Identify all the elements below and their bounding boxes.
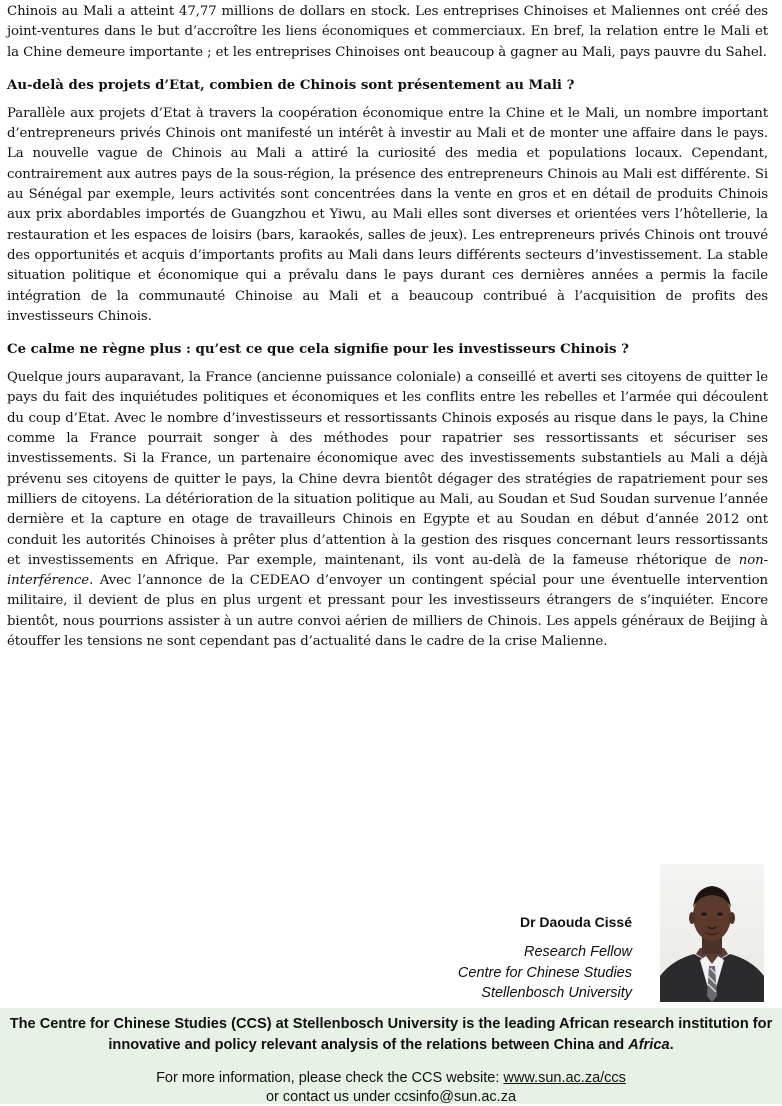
article-body xyxy=(7,2,768,665)
author-name: Dr Daouda Cissé xyxy=(519,914,632,930)
emphasis-non-interference: non-interférence xyxy=(7,552,768,589)
author-centre: Centre for Chinese Studies xyxy=(457,964,632,981)
ccs-website-link[interactable]: www.sun.ac.za/ccs xyxy=(503,1070,626,1086)
ccs-contact-line: or contact us under ccsinfo@sun.ac.za xyxy=(265,1089,517,1105)
ccs-statement xyxy=(0,1014,782,1056)
author-signature xyxy=(372,914,632,1004)
section-heading-calm-no-longer: Ce calme ne règne plus : qu’est ce que cela signifie pour les investisseurs Chinois ? xyxy=(7,342,629,358)
author-title: Research Fellow xyxy=(524,944,632,960)
ccs-statement-emphasis: Africa xyxy=(628,1037,670,1053)
author-university: Stellenbosch University xyxy=(481,985,632,1001)
portrait-illustration xyxy=(660,864,764,1002)
ccs-statement-end: . xyxy=(669,1037,674,1053)
ccs-footer xyxy=(0,1008,782,1104)
paragraph-text-part-2: . Avec l’annonce de la CEDEAO d’envoyer un contingent spécial pour une éventuelle intervention militaire, il devient de plus en plus urgent et pressant pour les investisseurs étrangers de s’inquiéter. Encore bientôt, nous pourrions assister à un autre convoi aérien de milliers de Chinois. Les appels généraux de Beijing à étouffer les tensions ne sont cependant pas d’actualité dans le cadre de la crise Malienne. xyxy=(7,573,768,650)
paragraph-text-part-1: Quelque jours auparavant, la France (ancienne puissance coloniale) a conseillé et averti ses citoyens de quitter le pays du fait des inquiétudes politiques et économiques et les conflits entre les rebelles et l’armée qui découlent du coup d’Etat. Avec le nombre d’investisseurs et ressortissants Chinois exposés au risque dans le pays, la Chine comme la France pourrait songer à des méthodes pour rapatrier ses ressortissants et sécuriser ses investissements. Si la France, un partenaire économique avec des investissements substantiels au Mali a déjà prévenu ses citoyens de quitter le pays, la Chine devra bientôt dégager des stratégies de rapatriement pour ses milliers de citoyens. La détérioration de la situation politique au Mali, au Soudan et Sud Soudan survenue l’année dernière et la capture en otage de travailleurs Chinois en Egypte et au Soudan en début d’année 2012 ont conduit les autorités Chinoises à prêter plus d’attention à la gestion des risques concernant leurs ressortissants et investissements en Afrique. Par exemple, maintenant, ils vont au-delà de la fameuse rhétorique de xyxy=(7,370,768,568)
section-heading-chinese-presence: Au-delà des projets d’Etat, combien de Chinois sont présentement au Mali ? xyxy=(7,77,575,93)
section-paragraph-calm-no-longer xyxy=(7,368,768,652)
section-paragraph-chinese-presence: Parallèle aux projets d’Etat à travers la coopération économique entre la Chine et le Mali, un nombre important d’entrepreneurs privés Chinois ont manifesté un intérêt à investir au Mali et de monter une affaire dans le pays. La nouvelle vague de Chinois au Mali a attiré la curiosité des media et populations locaux. Cependant, contrairement aux autres pays de la sous-région, la présence des entrepreneurs Chinois au Mali est différente. Si au Sénégal par exemple, leurs activités sont concentrées dans la vente en gros et en détail de produits Chinois aux prix abordables importés de Guangzhou et Yiwu, au Mali elles sont diverses et orientées vers l’hôtellerie, la restauration et les espaces de loisirs (bars, karaokés, salles de jeux). Les entrepreneurs privés Chinois ont trouvé des opportunités et acquis d’importants profits au Mali dans leurs différents secteurs d’investissement. La stable situation politique et économique qui a prévalu dans le pays durant ces dernières années a permis la facile intégration de la communauté Chinoise au Mali et a beaucoup contribué à l’acquisition de profits des investisseurs Chinois. xyxy=(7,105,768,324)
ccs-info-prefix: For more information, please check the CCS website: xyxy=(156,1070,504,1086)
intro-paragraph: Chinois au Mali a atteint 47,77 millions de dollars en stock. Les entreprises Chinoises et Maliennes ont créé des joint-ventures dans le but d’accroître les liens économiques et commerciaux. En bref, la relation entre le Mali et la Chine demeure importante ; et les entreprises Chinoises ont beaucoup à gagner au Mali, pays pauvre du Sahel. xyxy=(7,4,768,60)
ccs-info-line xyxy=(0,1068,782,1088)
author-photo xyxy=(660,864,764,1002)
ccs-statement-text: The Centre for Chinese Studies (CCS) at Stellenbosch University is the leading African research institution for innovative and policy relevant analysis of the relations between China and xyxy=(9,1016,773,1053)
